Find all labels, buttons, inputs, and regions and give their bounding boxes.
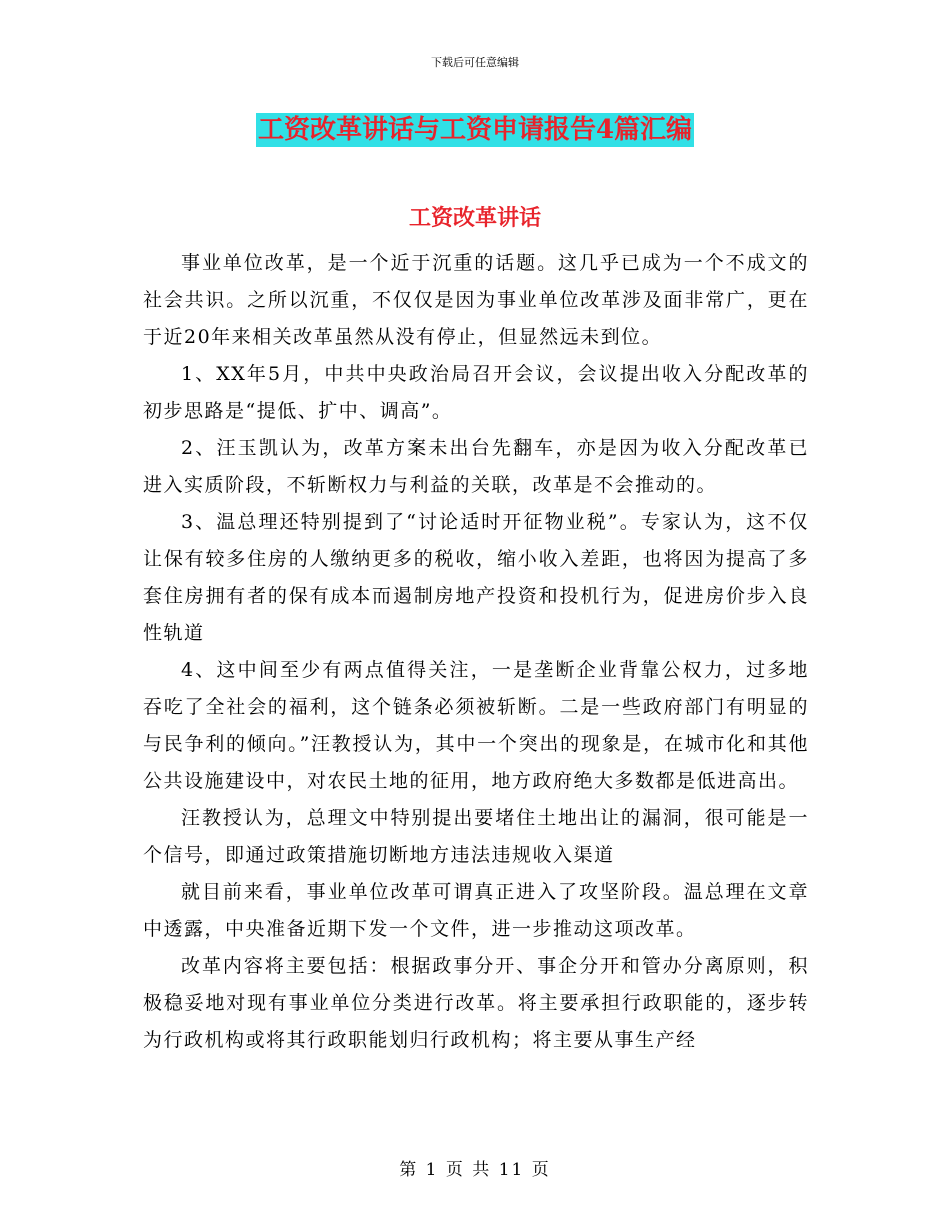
paragraph: 事业单位改革，是一个近于沉重的话题。这几乎已成为一个不成文的社会共识。之所以沉重，不仅仅是因为事业单位改革涉及面非常广，更在于近20年来相关改革虽然从没有停止，但显然远未到位。: [143, 252, 809, 348]
paragraph: 改革内容将主要包括：根据政事分开、事企分开和管办分离原则，积极稳妥地对现有事业单位分类进行改革。将主要承担行政职能的，逐步转为行政机构或将其行政职能划归行政机构；将主要从事生产经: [143, 955, 809, 1051]
document-title: [0, 113, 950, 147]
paragraph: 就目前来看，事业单位改革可谓真正进入了攻坚阶段。温总理在文章中透露，中央准备近期下发一个文件，进一步推动这项改革。: [143, 881, 809, 940]
paragraph: 3、温总理还特别提到了“讨论适时开征物业税”。专家认为，这不仅让保有较多住房的人缴纳更多的税收，缩小收入差距，也将因为提高了多套住房拥有者的保有成本而遏制房地产投资和投机行为，促进房价步入良性轨道: [143, 511, 809, 644]
paragraph: 4、这中间至少有两点值得关注，一是垄断企业背靠公权力，过多地吞吃了全社会的福利，这个链条必须被斩断。二是一些政府部门有明显的与民争利的倾向。”汪教授认为，其中一个突出的现象是，在城市化和其他公共设施建设中，对农民土地的征用，地方政府绝大多数都是低进高出。: [143, 659, 809, 792]
paragraph: 1、XX年5月，中共中央政治局召开会议，会议提出收入分配改革的初步思路是“提低、扩中、调高”。: [143, 363, 809, 422]
header-note: 下载后可任意编辑: [431, 56, 519, 69]
document-title-text: 工资改革讲话与工资申请报告4篇汇编: [257, 115, 693, 145]
body-text: [143, 245, 809, 1059]
section-title: 工资改革讲话: [408, 205, 541, 231]
page-footer: 第 1 页 共 11 页: [399, 1160, 551, 1180]
paragraph: 2、汪玉凯认为，改革方案未出台先翻车，亦是因为收入分配改革已进入实质阶段，不斩断权力与利益的关联，改革是不会推动的。: [143, 437, 809, 496]
paragraph: 汪教授认为，总理文中特别提出要堵住土地出让的漏洞，很可能是一个信号，即通过政策措施切断地方违法违规收入渠道: [143, 807, 809, 866]
